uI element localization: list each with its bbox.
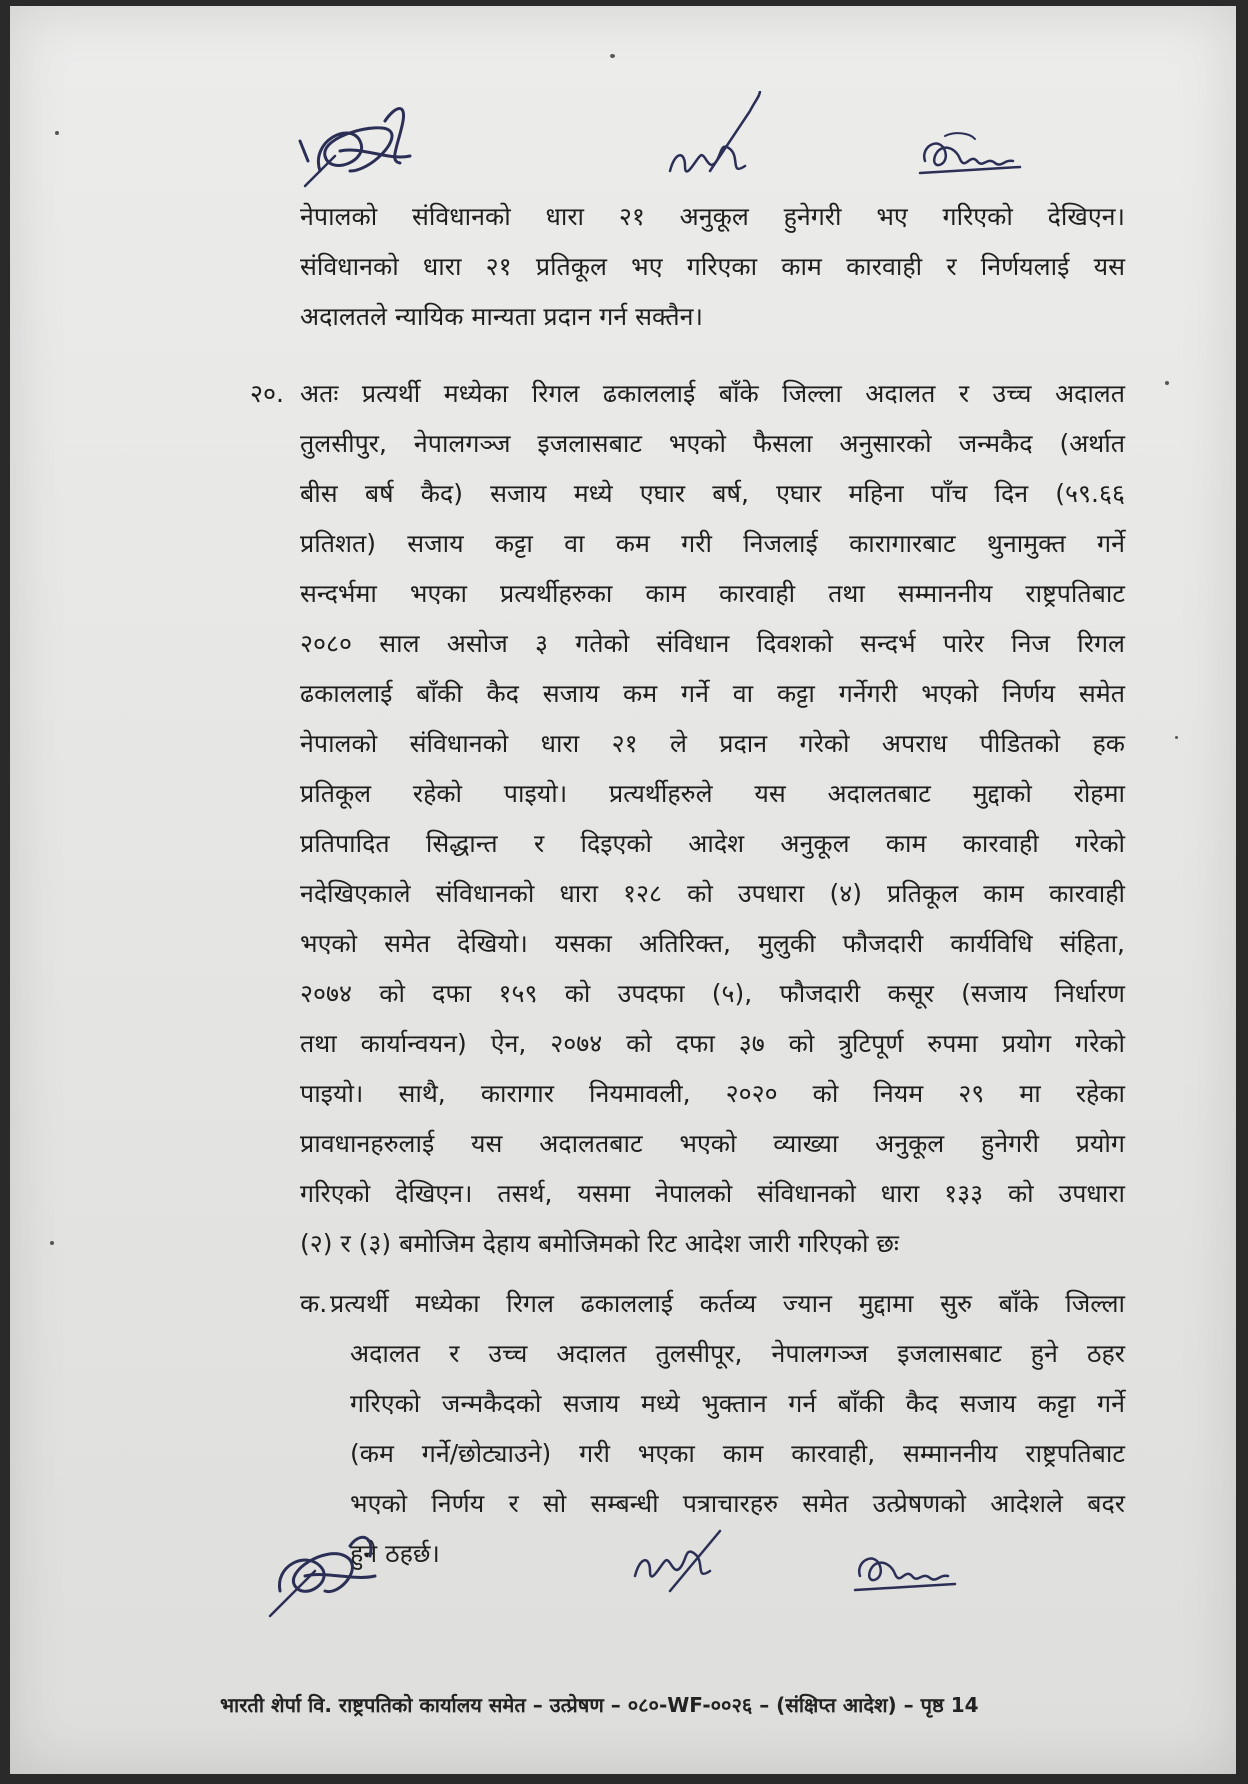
text-line: भएको समेत देखियो। यसका अतिरिक्त, मुलुकी फौजदारी कार्यविधि संहिता,	[300, 929, 1125, 958]
text-line: सन्दर्भमा भएका प्रत्यर्थीहरुका काम कारवाही तथा सम्माननीय राष्ट्रपतिबाट	[300, 579, 1125, 608]
text-line: गरिएको देखिएन। तसर्थ, यसमा नेपालको संविधानको धारा १३३ को उपधारा	[300, 1179, 1125, 1208]
signature-top-left	[290, 101, 440, 196]
text-line: नेपालको संविधानको धारा २१ ले प्रदान गरेको अपराध पीडितको हक	[300, 729, 1125, 758]
signature-bottom-left	[265, 1531, 405, 1621]
text-line: नदेखिएकाले संविधानको धारा १२८ को उपधारा (४) प्रतिकूल काम कारवाही	[300, 879, 1125, 908]
paragraph-20	[300, 369, 1125, 1269]
text-line: प्रतिशत) सजाय कट्टा वा कम गरी निजलाई कारागारबाट थुनामुक्त गर्ने	[300, 529, 1125, 558]
intro-paragraph	[300, 192, 1125, 342]
text-line: अदालतले न्यायिक मान्यता प्रदान गर्न सक्तैन।	[300, 302, 703, 331]
document-page	[10, 6, 1236, 1774]
text-line: (कम गर्ने/छोट्याउने) गरी भएका काम कारवाही, सम्माननीय राष्ट्रपतिबाट	[350, 1439, 1125, 1468]
clause-ka	[330, 1279, 1125, 1329]
signature-top-middle	[660, 91, 770, 201]
signature-bottom-middle	[625, 1521, 735, 1601]
paper-speck	[610, 54, 615, 58]
paragraph-number: २०.	[250, 379, 284, 408]
paper-speck	[1175, 736, 1178, 739]
signature-top-right	[915, 131, 1025, 191]
text-line: अदालत र उच्च अदालत तुलसीपूर, नेपालगञ्ज इजलासबाट हुने ठहर	[350, 1339, 1125, 1368]
clause-ka-continued	[350, 1329, 1125, 1579]
paper-speck	[50, 1241, 54, 1245]
text-line: बीस बर्ष कैद) सजाय मध्ये एघार बर्ष, एघार महिना पाँच दिन (५९.६६	[300, 479, 1125, 508]
page-footer: भारती शेर्पा वि. राष्ट्रपतिको कार्यालय समेत – उत्प्रेषण – ०८०-WF-००२६ – (संक्षिप्त आदेश) – पृष्ठ 14	[220, 1693, 979, 1717]
text-line: गरिएको जन्मकैदको सजाय मध्ये भुक्तान गर्न बाँकी कैद सजाय कट्टा गर्ने	[350, 1389, 1125, 1418]
text-line: २०८० साल असोज ३ गतेको संविधान दिवशको सन्दर्भ पारेर निज रिगल	[300, 629, 1125, 658]
text-line: ढकाललाई बाँकी कैद सजाय कम गर्ने वा कट्टा गर्नेगरी भएको निर्णय समेत	[300, 679, 1125, 708]
signature-bottom-right	[850, 1546, 960, 1606]
text-line: संविधानको धारा २१ प्रतिकूल भए गरिएका काम कारवाही र निर्णयलाई यस	[300, 252, 1125, 281]
text-line: प्रत्यर्थी मध्येका रिगल ढकाललाई कर्तव्य ज्यान मुद्दामा सुरु बाँके जिल्ला	[330, 1289, 1125, 1318]
text-line: अतः प्रत्यर्थी मध्येका रिगल ढकाललाई बाँके जिल्ला अदालत र उच्च अदालत	[300, 379, 1125, 408]
text-line: नेपालको संविधानको धारा २१ अनुकूल हुनेगरी भए गरिएको देखिएन।	[300, 202, 1125, 231]
text-line: हुने ठहर्छ।	[350, 1539, 440, 1568]
text-line: २०७४ को दफा १५९ को उपदफा (५), फौजदारी कसूर (सजाय निर्धारण	[300, 979, 1125, 1008]
text-line: भएको निर्णय र सो सम्बन्धी पत्राचारहरु समेत उत्प्रेषणको आदेशले बदर	[350, 1489, 1125, 1518]
text-line: प्रतिपादित सिद्धान्त र दिइएको आदेश अनुकूल काम कारवाही गरेको	[300, 829, 1125, 858]
text-line: प्रावधानहरुलाई यस अदालतबाट भएको व्याख्या अनुकूल हुनेगरी प्रयोग	[300, 1129, 1125, 1158]
text-line: (२) र (३) बमोजिम देहाय बमोजिमको रिट आदेश जारी गरिएको छः	[300, 1229, 899, 1258]
clause-label: क.	[300, 1289, 328, 1318]
paper-speck	[55, 131, 59, 135]
text-line: पाइयो। साथै, कारागार नियमावली, २०२० को नियम २९ मा रहेका	[300, 1079, 1125, 1108]
text-line: तुलसीपुर, नेपालगञ्ज इजलासबाट भएको फैसला अनुसारको जन्मकैद (अर्थात	[300, 429, 1125, 458]
text-line: तथा कार्यान्वयन) ऐन, २०७४ को दफा ३७ को त्रुटिपूर्ण रुपमा प्रयोग गरेको	[300, 1029, 1125, 1058]
paper-speck	[1165, 381, 1169, 385]
text-line: प्रतिकूल रहेको पाइयो। प्रत्यर्थीहरुले यस अदालतबाट मुद्दाको रोहमा	[300, 779, 1125, 808]
